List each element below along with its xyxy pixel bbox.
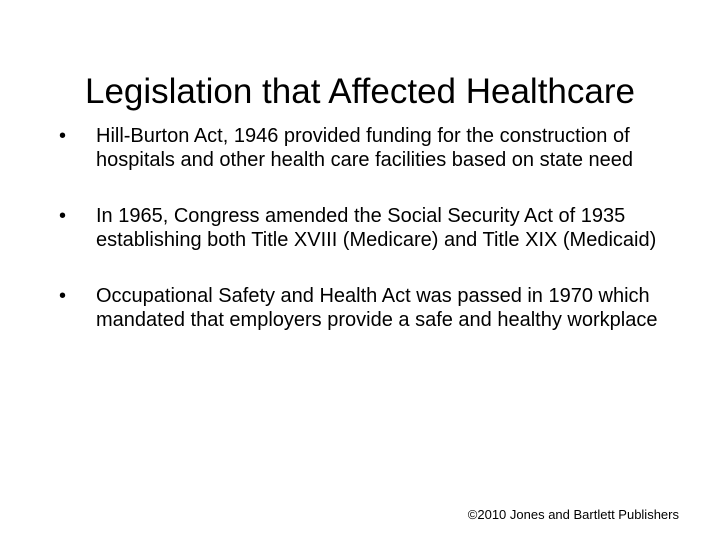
bullet-item <box>0 284 720 332</box>
bullet-icon: • <box>59 125 67 147</box>
slide-title: Legislation that Affected Healthcare <box>84 72 635 112</box>
bullet-item <box>0 124 720 172</box>
bullet-icon: • <box>59 285 67 307</box>
bullet-text: Hill-Burton Act, 1946 provided funding for the construction of hospitals and other health care facilities based on state need <box>96 125 634 171</box>
bullet-text: Occupational Safety and Health Act was passed in 1970 which mandated that employers provide a safe and healthy workplace <box>96 285 658 331</box>
bullet-icon: • <box>59 205 67 227</box>
bullet-item <box>0 204 720 252</box>
bullet-list <box>0 124 720 364</box>
copyright-footer: ©2010 Jones and Bartlett Publishers <box>467 507 679 522</box>
bullet-text: In 1965, Congress amended the Social Security Act of 1935 establishing both Title XVIII (Medicare) and Title XIX (Medicaid) <box>96 205 657 251</box>
